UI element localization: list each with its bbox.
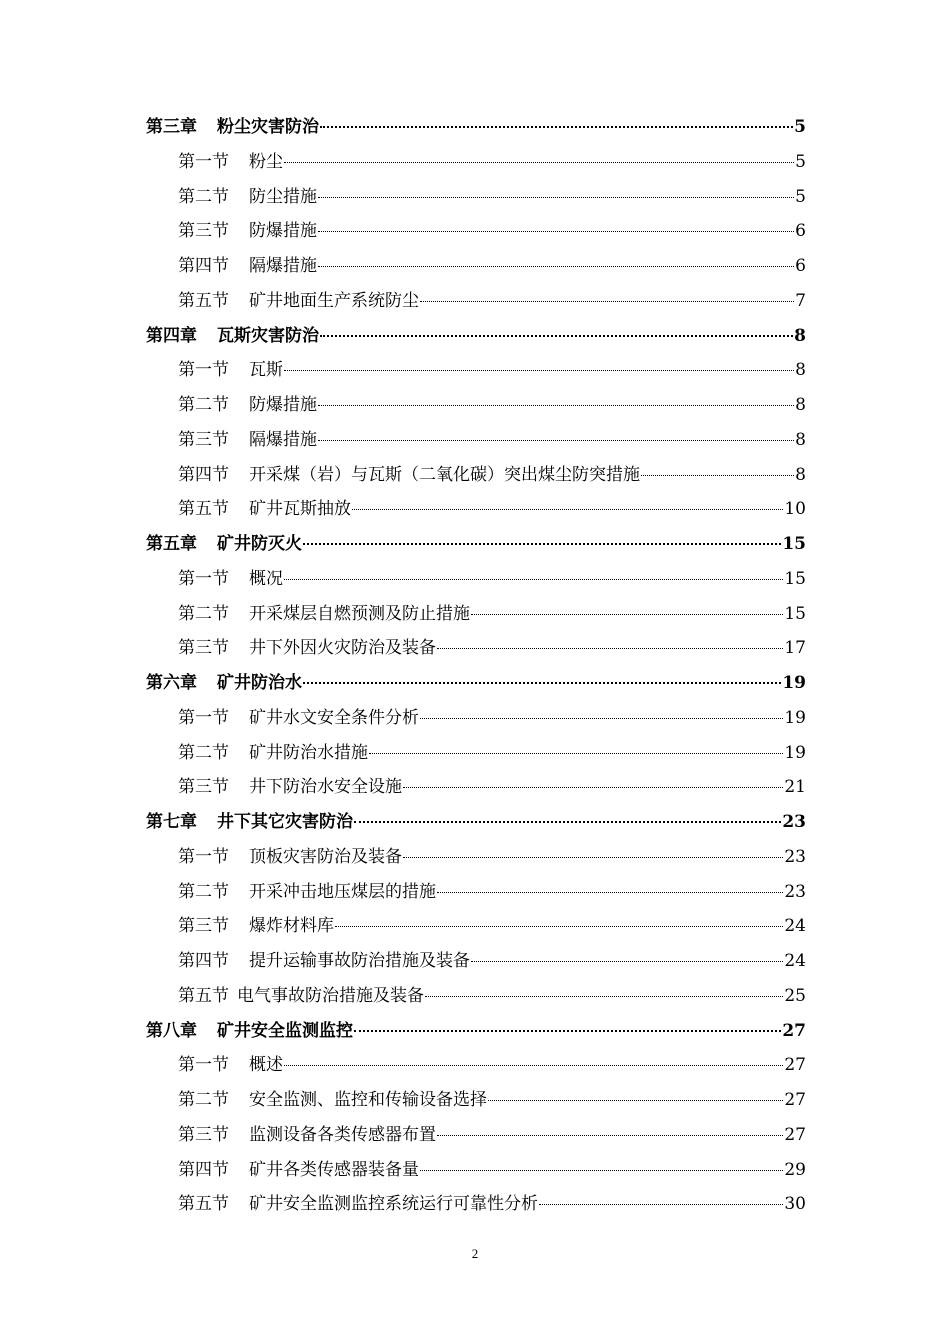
toc-entry-label: [178, 875, 436, 910]
dot-leader: [303, 682, 781, 684]
dot-leader: [318, 440, 794, 441]
toc-page-number: 23: [782, 812, 806, 832]
toc-entry-number: 第三节: [178, 221, 229, 242]
toc-entry-title: 提升运输事故防治措施及装备: [249, 951, 470, 971]
toc-entry-title: 矿井防灭火: [217, 534, 302, 554]
toc-section-entry[interactable]: [146, 249, 806, 284]
toc-section-entry[interactable]: [146, 770, 806, 805]
toc-entry-label: [178, 770, 402, 805]
toc-entry-title: 井下外因火灾防治及装备: [249, 638, 436, 659]
toc-chapter-entry[interactable]: [146, 527, 806, 562]
toc-entry-label: [178, 631, 436, 666]
dot-leader: [471, 961, 783, 962]
toc-entry-label: [178, 979, 424, 1014]
toc-entry-number: 第一节: [178, 707, 229, 728]
toc-entry-number: 第五节: [178, 1194, 229, 1215]
toc-entry-number: 第二节: [178, 742, 229, 763]
toc-chapter-entry[interactable]: [146, 805, 806, 840]
dot-leader: [403, 857, 783, 858]
toc-section-entry[interactable]: [146, 353, 806, 388]
toc-entry-label: [178, 1118, 436, 1153]
toc-entry-title: 粉尘灾害防治: [217, 117, 319, 137]
toc-entry-label: [178, 492, 351, 527]
toc-chapter-entry[interactable]: [146, 1014, 806, 1049]
toc-entry-number: 第四节: [178, 1159, 229, 1180]
toc-section-entry[interactable]: [146, 145, 806, 180]
toc-entry-number: 第四节: [178, 256, 229, 276]
toc-section-entry[interactable]: [146, 562, 806, 597]
toc-entry-number: 第七章: [146, 812, 197, 832]
toc-section-entry[interactable]: [146, 979, 806, 1014]
toc-entry-number: 第五节: [178, 985, 229, 1006]
toc-page-number: 27: [782, 1020, 806, 1041]
toc-entry-title: 矿井各类传感器装备量: [249, 1159, 419, 1180]
toc-entry-label: [178, 1187, 538, 1222]
toc-section-entry[interactable]: [146, 458, 806, 493]
toc-entry-label: [178, 562, 283, 597]
toc-entry-title: 井下其它灾害防治: [217, 812, 353, 832]
toc-page-number: 24: [784, 916, 806, 937]
toc-entry-label: [146, 805, 353, 840]
toc-page-number: 19: [784, 742, 806, 763]
toc-section-entry[interactable]: [146, 284, 806, 319]
toc-section-entry[interactable]: [146, 875, 806, 910]
toc-section-entry[interactable]: [146, 492, 806, 527]
toc-page-number: 27: [784, 1090, 806, 1110]
toc-entry-title: 电气事故防治措施及装备: [237, 985, 424, 1006]
dot-leader: [354, 1030, 781, 1032]
toc-entry-label: [178, 214, 317, 249]
toc-entry-label: [146, 666, 302, 701]
table-of-contents: [146, 110, 806, 1222]
toc-entry-label: [178, 180, 317, 215]
toc-entry-title: 井下防治水安全设施: [249, 777, 402, 798]
dot-leader: [437, 1135, 783, 1136]
toc-entry-number: 第三节: [178, 429, 229, 450]
toc-entry-label: [146, 527, 302, 562]
toc-entry-label: [178, 1083, 487, 1118]
toc-entry-title: 监测设备各类传感器布置: [249, 1124, 436, 1145]
toc-entry-label: [178, 1048, 283, 1083]
toc-page-number: 24: [784, 951, 806, 971]
toc-entry-title: 矿井安全监测监控: [217, 1020, 353, 1041]
toc-entry-number: 第三节: [178, 777, 229, 798]
dot-leader: [303, 543, 781, 545]
toc-entry-number: 第一节: [178, 846, 229, 867]
toc-page-number: 21: [784, 777, 806, 798]
toc-entry-title: 矿井防治水措施: [249, 742, 368, 763]
dot-leader: [318, 266, 794, 267]
toc-page-number: 5: [794, 117, 806, 137]
toc-entry-title: 防爆措施: [249, 221, 317, 242]
toc-entry-label: [178, 736, 368, 771]
dot-leader: [354, 821, 781, 823]
toc-section-entry[interactable]: [146, 597, 806, 632]
toc-section-entry[interactable]: [146, 1118, 806, 1153]
dot-leader: [335, 926, 783, 927]
toc-entry-title: 矿井水文安全条件分析: [249, 707, 419, 728]
dot-leader: [539, 1204, 783, 1205]
toc-entry-title: 防爆措施: [249, 395, 317, 415]
dot-leader: [320, 126, 793, 128]
dot-leader: [320, 335, 793, 337]
dot-leader: [284, 1065, 783, 1066]
dot-leader: [420, 301, 794, 302]
toc-section-entry[interactable]: [146, 388, 806, 423]
toc-entry-label: [178, 423, 317, 458]
toc-entry-label: [146, 110, 319, 145]
dot-leader: [488, 1100, 783, 1101]
toc-entry-title: 粉尘: [249, 151, 283, 172]
toc-section-entry[interactable]: [146, 423, 806, 458]
toc-entry-label: [178, 145, 283, 180]
toc-entry-label: [178, 909, 334, 944]
toc-page-number: 5: [795, 151, 806, 172]
toc-section-entry[interactable]: [146, 180, 806, 215]
toc-entry-number: 第二节: [178, 395, 229, 415]
toc-section-entry[interactable]: [146, 909, 806, 944]
toc-page-number: 10: [784, 499, 806, 520]
dot-leader: [437, 648, 783, 649]
toc-section-entry[interactable]: [146, 1187, 806, 1222]
toc-entry-number: 第二节: [178, 186, 229, 207]
toc-entry-number: 第三节: [178, 638, 229, 659]
toc-section-entry[interactable]: [146, 1153, 806, 1188]
toc-page-number: 27: [784, 1055, 806, 1076]
toc-entry-label: [178, 701, 419, 736]
toc-entry-title: 安全监测、监控和传输设备选择: [249, 1090, 487, 1110]
toc-section-entry[interactable]: [146, 1083, 806, 1118]
dot-leader: [318, 231, 794, 232]
toc-section-entry[interactable]: [146, 1048, 806, 1083]
toc-entry-title: 开采煤（岩）与瓦斯（二氧化碳）突出煤尘防突措施: [249, 464, 640, 485]
toc-entry-title: 瓦斯灾害防治: [217, 325, 319, 346]
toc-section-entry[interactable]: [146, 214, 806, 249]
dot-leader: [352, 509, 783, 510]
toc-entry-number: 第四章: [146, 325, 197, 346]
toc-entry-number: 第二节: [178, 1090, 229, 1110]
dot-leader: [318, 405, 794, 406]
toc-entry-number: 第三节: [178, 916, 229, 937]
toc-entry-label: [178, 388, 317, 423]
toc-entry-number: 第一节: [178, 151, 229, 172]
toc-section-entry[interactable]: [146, 631, 806, 666]
toc-page-number: 8: [795, 360, 806, 381]
toc-page-number: 6: [795, 256, 806, 276]
toc-entry-title: 矿井瓦斯抽放: [249, 499, 351, 520]
toc-entry-number: 第八章: [146, 1020, 197, 1041]
toc-entry-label: [178, 249, 317, 284]
toc-page-number: 15: [782, 534, 806, 554]
toc-page-number: 17: [784, 638, 806, 659]
toc-page-number: 30: [784, 1194, 806, 1215]
toc-page-number: 27: [784, 1124, 806, 1145]
toc-entry-label: [178, 1153, 419, 1188]
toc-page-number: 8: [795, 429, 806, 450]
toc-page-number: 23: [784, 881, 806, 902]
toc-entry-label: [178, 284, 419, 319]
toc-section-entry[interactable]: [146, 701, 806, 736]
toc-section-entry[interactable]: [146, 840, 806, 875]
dot-leader: [403, 787, 783, 788]
dot-leader: [284, 579, 783, 580]
dot-leader: [437, 892, 783, 893]
toc-entry-title: 隔爆措施: [249, 256, 317, 276]
toc-page-number: 19: [784, 707, 806, 728]
toc-page-number: 15: [784, 568, 806, 589]
toc-entry-number: 第一节: [178, 360, 229, 381]
toc-entry-number: 第五节: [178, 499, 229, 520]
toc-page-number: 7: [795, 290, 806, 311]
toc-entry-number: 第六章: [146, 673, 197, 693]
dot-leader: [284, 370, 794, 371]
toc-page-number: 25: [784, 985, 806, 1006]
toc-section-entry[interactable]: [146, 736, 806, 771]
toc-chapter-entry[interactable]: [146, 319, 806, 354]
toc-entry-number: 第一节: [178, 568, 229, 589]
toc-entry-number: 第四节: [178, 951, 229, 971]
toc-entry-label: [146, 319, 319, 354]
toc-page-number: 23: [784, 846, 806, 867]
toc-entry-title: 矿井地面生产系统防尘: [249, 290, 419, 311]
toc-page-number: 8: [794, 325, 806, 346]
toc-entry-label: [178, 597, 470, 632]
toc-entry-label: [178, 944, 470, 979]
toc-entry-number: 第二节: [178, 881, 229, 902]
toc-entry-title: 概述: [249, 1055, 283, 1076]
toc-entry-label: [178, 458, 640, 493]
dot-leader: [284, 162, 794, 163]
toc-entry-label: [178, 353, 283, 388]
toc-page-number: 5: [795, 186, 806, 207]
toc-section-entry[interactable]: [146, 944, 806, 979]
toc-entry-title: 矿井防治水: [217, 673, 302, 693]
toc-entry-number: 第五章: [146, 534, 197, 554]
dot-leader: [318, 197, 794, 198]
dot-leader: [471, 614, 783, 615]
toc-entry-title: 爆炸材料库: [249, 916, 334, 937]
toc-chapter-entry[interactable]: [146, 110, 806, 145]
toc-entry-title: 防尘措施: [249, 186, 317, 207]
toc-entry-number: 第五节: [178, 290, 229, 311]
toc-entry-number: 第四节: [178, 464, 229, 485]
toc-page-number: 6: [795, 221, 806, 242]
dot-leader: [425, 996, 783, 997]
toc-entry-title: 隔爆措施: [249, 429, 317, 450]
toc-page-number: 19: [782, 673, 806, 693]
dot-leader: [641, 475, 794, 476]
toc-entry-label: [146, 1014, 353, 1049]
toc-entry-title: 开采冲击地压煤层的措施: [249, 881, 436, 902]
toc-entry-number: 第一节: [178, 1055, 229, 1076]
dot-leader: [420, 718, 783, 719]
dot-leader: [369, 753, 783, 754]
toc-entry-title: 顶板灾害防治及装备: [249, 846, 402, 867]
toc-entry-title: 矿井安全监测监控系统运行可靠性分析: [249, 1194, 538, 1215]
toc-page-number: 8: [795, 395, 806, 415]
toc-page-number: 15: [784, 603, 806, 624]
toc-page-number: 29: [784, 1159, 806, 1180]
toc-entry-title: 瓦斯: [249, 360, 283, 381]
page-number: 2: [471, 1246, 479, 1261]
toc-page-number: 8: [795, 464, 806, 485]
toc-entry-number: 第三节: [178, 1124, 229, 1145]
toc-entry-title: 开采煤层自燃预测及防止措施: [249, 603, 470, 624]
toc-chapter-entry[interactable]: [146, 666, 806, 701]
toc-entry-title: 概况: [249, 568, 283, 589]
toc-entry-number: 第三章: [146, 117, 197, 137]
toc-entry-number: 第二节: [178, 603, 229, 624]
dot-leader: [420, 1170, 783, 1171]
toc-entry-label: [178, 840, 402, 875]
